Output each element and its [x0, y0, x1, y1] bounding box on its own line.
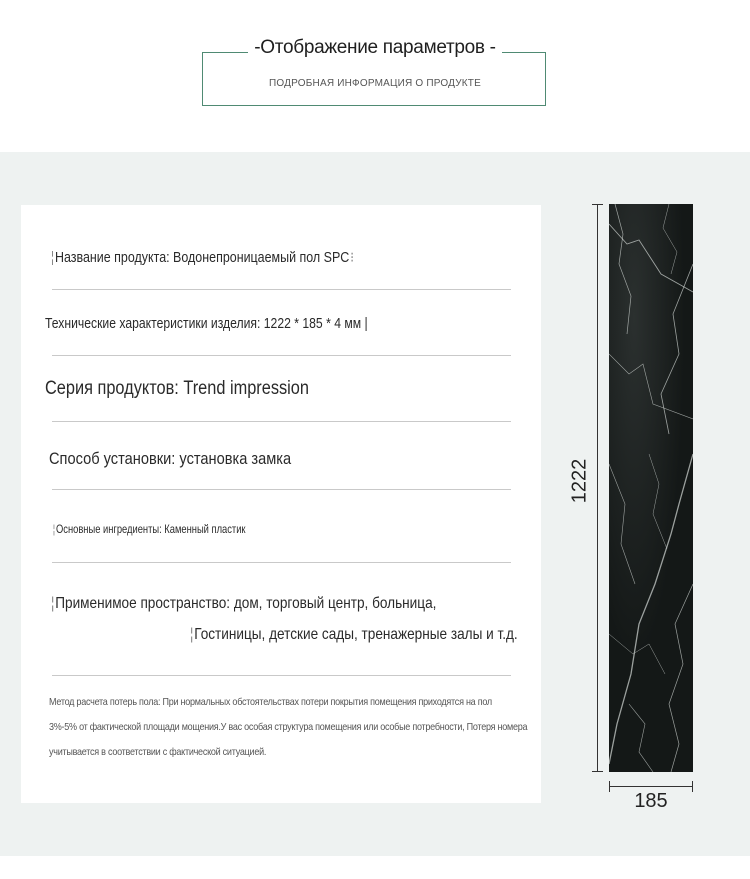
note-line: учитывается в соответствии с фактической ситуацией. [49, 746, 267, 758]
length-label: 1222 [568, 458, 591, 504]
marble-veins [609, 204, 693, 772]
divider [52, 675, 511, 676]
divider [52, 289, 511, 290]
note-line: 3%-5% от фактической площади мощения.У вас особая структура помещения или особые потребности, Потеря номера [49, 721, 528, 733]
length-dimension-line [597, 204, 598, 772]
note-line: Метод расчета потерь пола: При нормальных обстоятельствах потери покрытия помещения приходятся на пол [49, 696, 492, 708]
divider [52, 421, 511, 422]
section-title-text: -Отображение параметров - [248, 37, 501, 59]
width-label: 185 [634, 790, 668, 812]
divider [52, 355, 511, 356]
quote-mark-icon: ¦ [50, 595, 55, 612]
spec-installation: Способ установки: установка замка [49, 449, 292, 468]
dimension-tick [592, 204, 603, 205]
spec-tech: Технические характеристики изделия: 1222 * 185 * 4 мм | [45, 316, 368, 332]
quote-mark-icon: ¦ [189, 626, 194, 643]
divider [52, 489, 511, 490]
quote-mark-icon: ¦ [52, 522, 56, 536]
marble-plank-image [609, 204, 693, 772]
quote-mark-icon: ¦ [50, 250, 55, 266]
divider [52, 562, 511, 563]
width-dimension-line [609, 786, 693, 787]
loss-calculation-note [49, 690, 528, 765]
spec-space-line2: ¦Гостиницы, детские сады, тренажерные залы и т.д. [189, 626, 518, 643]
spec-space-line1: ¦Применимое пространство: дом, торговый центр, больница, [50, 595, 437, 612]
spec-product-name: ¦Название продукта: Водонепроницаемый пол SPC⁝ [50, 250, 355, 266]
section-title [0, 37, 750, 59]
spec-ingredients: ¦Основные ингредиенты: Каменный пластик [52, 522, 246, 536]
spec-series: Серия продуктов: Trend impression [45, 378, 309, 399]
dimension-tick [592, 771, 603, 772]
quote-mark-icon: ⁝ [350, 250, 355, 266]
section-subtitle: ПОДРОБНАЯ ИНФОРМАЦИЯ О ПРОДУКТЕ [269, 78, 481, 89]
